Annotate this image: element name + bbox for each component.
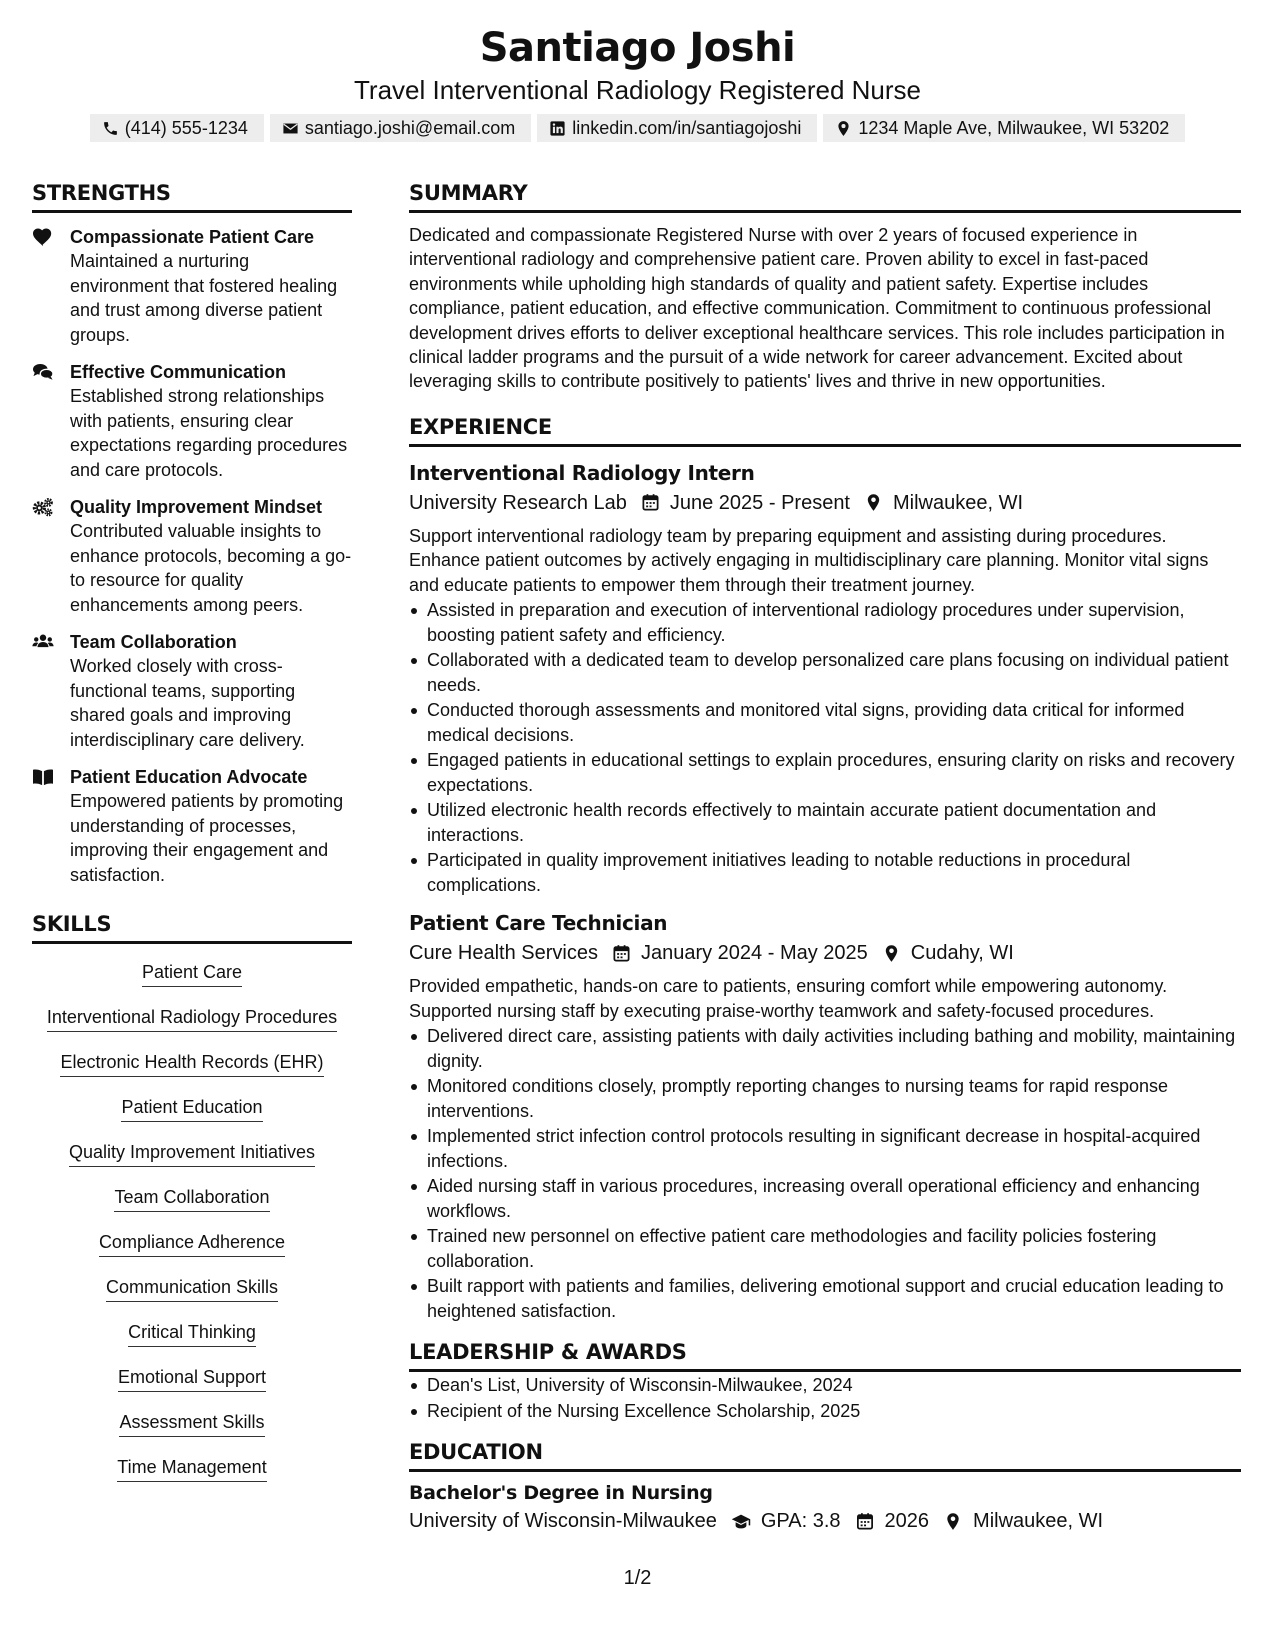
strength-item <box>32 495 352 617</box>
strength-name: Compassionate Patient Care <box>70 227 315 247</box>
left-column <box>32 178 352 1500</box>
job-dates: January 2024 - May 2025 <box>640 942 868 965</box>
job-meta <box>409 938 1241 968</box>
skill-item: Assessment Skills <box>119 1410 264 1437</box>
linkedin-icon <box>549 120 566 137</box>
map-pin-icon <box>835 120 852 137</box>
calendar-icon <box>641 493 660 512</box>
bullet-item: Conducted thorough assessments and monitored vital signs, providing data critical for informed medical decisions. <box>409 698 1241 747</box>
leadership-heading: LEADERSHIP & AWARDS <box>409 1337 1241 1372</box>
strengths-list <box>32 225 352 887</box>
job-location: Milwaukee, WI <box>893 491 1024 514</box>
education-heading: EDUCATION <box>409 1437 1241 1472</box>
contact-address[interactable] <box>823 114 1185 142</box>
page-number: 1/2 <box>623 1567 652 1589</box>
bullet-item: Monitored conditions closely, promptly reporting changes to nursing teams for rapid response interventions. <box>409 1074 1241 1123</box>
summary-text: Dedicated and compassionate Registered Nurse with over 2 years of focused experience in interventional radiology and comprehensive patient care. Proven ability to excel in fast-paced environments while upholding high standards of quality and patient safety. Expertise includes compliance, patient education, and effective communication. Commitment to continuous professional development drives efforts to deliver exceptional healthcare services. This role includes participation in clinical ladder programs and the pursuit of a wide network for career advancement. Excited about leveraging skills to contribute positively to patients' lives and thrive in new opportunities. <box>409 225 1225 392</box>
skills-list <box>32 960 352 1500</box>
contact-email[interactable] <box>270 114 531 142</box>
job-title: Interventional Radiology Intern <box>409 460 755 485</box>
heart-icon <box>32 227 54 247</box>
bullet-item: Aided nursing staff in various procedures, increasing overall operational efficiency and enhancing workflows. <box>409 1174 1241 1223</box>
skill-item: Electronic Health Records (EHR) <box>60 1050 323 1077</box>
award-item: Dean's List, University of Wisconsin-Milwaukee, 2024 <box>409 1373 1241 1398</box>
summary-heading: SUMMARY <box>409 178 1241 213</box>
bullet-item: Assisted in preparation and execution of interventional radiology procedures under supervision, boosting patient safety and efficiency. <box>409 598 1241 647</box>
gears-icon <box>32 497 54 517</box>
degree-title: Bachelor's Degree in Nursing <box>409 1482 713 1505</box>
book-open-icon <box>32 767 54 787</box>
contact-address-text: 1234 Maple Ave, Milwaukee, WI 53202 <box>858 117 1170 138</box>
users-icon <box>32 632 54 652</box>
contact-phone[interactable] <box>90 114 264 142</box>
job-dates: June 2025 - Present <box>669 491 850 514</box>
gpa: GPA: 3.8 <box>760 1510 841 1533</box>
strength-item <box>32 630 352 752</box>
bullet-item: Delivered direct care, assisting patients with daily activities including bathing and mobility, maintaining dignity. <box>409 1024 1241 1073</box>
bullet-item: Trained new personnel on effective patient care methodologies and facility policies fostering collaboration. <box>409 1224 1241 1273</box>
contact-linkedin-text: linkedin.com/in/santiagojoshi <box>572 117 802 138</box>
bullet-item: Participated in quality improvement initiatives leading to notable reductions in procedural complications. <box>409 848 1241 897</box>
skill-item: Team Collaboration <box>114 1185 269 1212</box>
comments-icon <box>32 362 54 382</box>
bullet-item: Collaborated with a dedicated team to develop personalized care plans focusing on individual patient needs. <box>409 648 1241 697</box>
job-bullets <box>409 1024 1241 1323</box>
candidate-name: Santiago Joshi <box>479 25 796 71</box>
map-pin-icon <box>943 1512 963 1531</box>
right-column <box>409 178 1241 1536</box>
leadership-list <box>409 1373 1241 1423</box>
strength-name: Patient Education Advocate <box>70 767 308 787</box>
calendar-icon <box>855 1512 875 1531</box>
strength-name: Team Collaboration <box>70 632 237 652</box>
envelope-icon <box>282 120 299 137</box>
phone-icon <box>102 120 119 137</box>
bullet-item: Implemented strict infection control protocols resulting in significant decrease in hospital-acquired infections. <box>409 1124 1241 1173</box>
job-entry <box>409 459 1241 898</box>
job-company: University Research Lab <box>409 491 627 514</box>
bullet-item: Built rapport with patients and families, delivering emotional support and crucial education leading to heightened satisfaction. <box>409 1274 1241 1323</box>
strength-item <box>32 360 352 482</box>
contact-bar <box>0 114 1275 142</box>
strength-item <box>32 225 352 347</box>
contact-linkedin[interactable] <box>537 114 817 142</box>
education-meta <box>409 1506 1241 1536</box>
strength-desc: Maintained a nurturing environment that fostered healing and trust among diverse patient groups. <box>70 251 338 345</box>
bullet-item: Utilized electronic health records effectively to maintain accurate patient documentation and interactions. <box>409 798 1241 847</box>
strength-name: Quality Improvement Mindset <box>70 497 323 517</box>
award-item: Recipient of the Nursing Excellence Scholarship, 2025 <box>409 1399 1241 1424</box>
job-description: Support interventional radiology team by preparing equipment and assisting during procedures. Enhance patient outcomes by actively engaging in multidisciplinary care planning. Monitor vital signs and educate patients to empower them through their treatment journey. <box>409 525 1209 595</box>
education-location: Milwaukee, WI <box>973 1510 1104 1533</box>
job-meta <box>409 488 1241 518</box>
skill-item: Communication Skills <box>106 1275 278 1302</box>
bullet-item: Engaged patients in educational settings to explain procedures, ensuring clarity on risks and recovery expectations. <box>409 748 1241 797</box>
skill-item: Quality Improvement Initiatives <box>69 1140 315 1167</box>
strength-desc: Empowered patients by promoting understanding of processes, improving their engagement and satisfaction. <box>70 791 344 885</box>
resume-header <box>0 22 1275 142</box>
job-title: Patient Care Technician <box>409 911 668 936</box>
contact-email-text: santiago.joshi@email.com <box>304 117 516 138</box>
skill-item: Time Management <box>117 1455 266 1482</box>
experience-heading: EXPERIENCE <box>409 412 1241 447</box>
skill-item: Patient Education <box>121 1095 262 1122</box>
strengths-heading: STRENGTHS <box>32 178 352 213</box>
contact-phone-text: (414) 555-1234 <box>124 117 248 138</box>
strength-desc: Contributed valuable insights to enhance protocols, becoming a go-to resource for quality enhancements among peers. <box>70 521 352 615</box>
candidate-title: Travel Interventional Radiology Registered Nurse <box>354 75 921 105</box>
skill-item: Emotional Support <box>118 1365 266 1392</box>
skill-item: Patient Care <box>142 960 242 987</box>
graduation-cap-icon <box>731 1512 751 1531</box>
graduation-year: 2026 <box>884 1510 930 1533</box>
strength-desc: Worked closely with cross-functional teams, supporting shared goals and improving interdisciplinary care delivery. <box>70 656 305 750</box>
calendar-icon <box>612 944 631 963</box>
school-name: University of Wisconsin-Milwaukee <box>409 1510 717 1533</box>
strength-desc: Established strong relationships with patients, ensuring clear expectations regarding procedures and care protocols. <box>70 386 348 480</box>
skills-heading: SKILLS <box>32 909 352 944</box>
map-pin-icon <box>882 944 901 963</box>
job-company: Cure Health Services <box>409 942 598 965</box>
skill-item: Critical Thinking <box>128 1320 256 1347</box>
job-bullets <box>409 598 1241 897</box>
strength-item <box>32 765 352 887</box>
skill-item: Interventional Radiology Procedures <box>47 1005 337 1032</box>
skill-item: Compliance Adherence <box>99 1230 285 1257</box>
job-entry <box>409 909 1241 1323</box>
map-pin-icon <box>864 493 883 512</box>
job-description: Provided empathetic, hands-on care to patients, ensuring comfort while empowering autonomy. Supported nursing staff by executing praise-worthy teamwork and safety-focused procedures. <box>409 976 1168 1021</box>
job-location: Cudahy, WI <box>910 942 1014 965</box>
strength-name: Effective Communication <box>70 362 287 382</box>
